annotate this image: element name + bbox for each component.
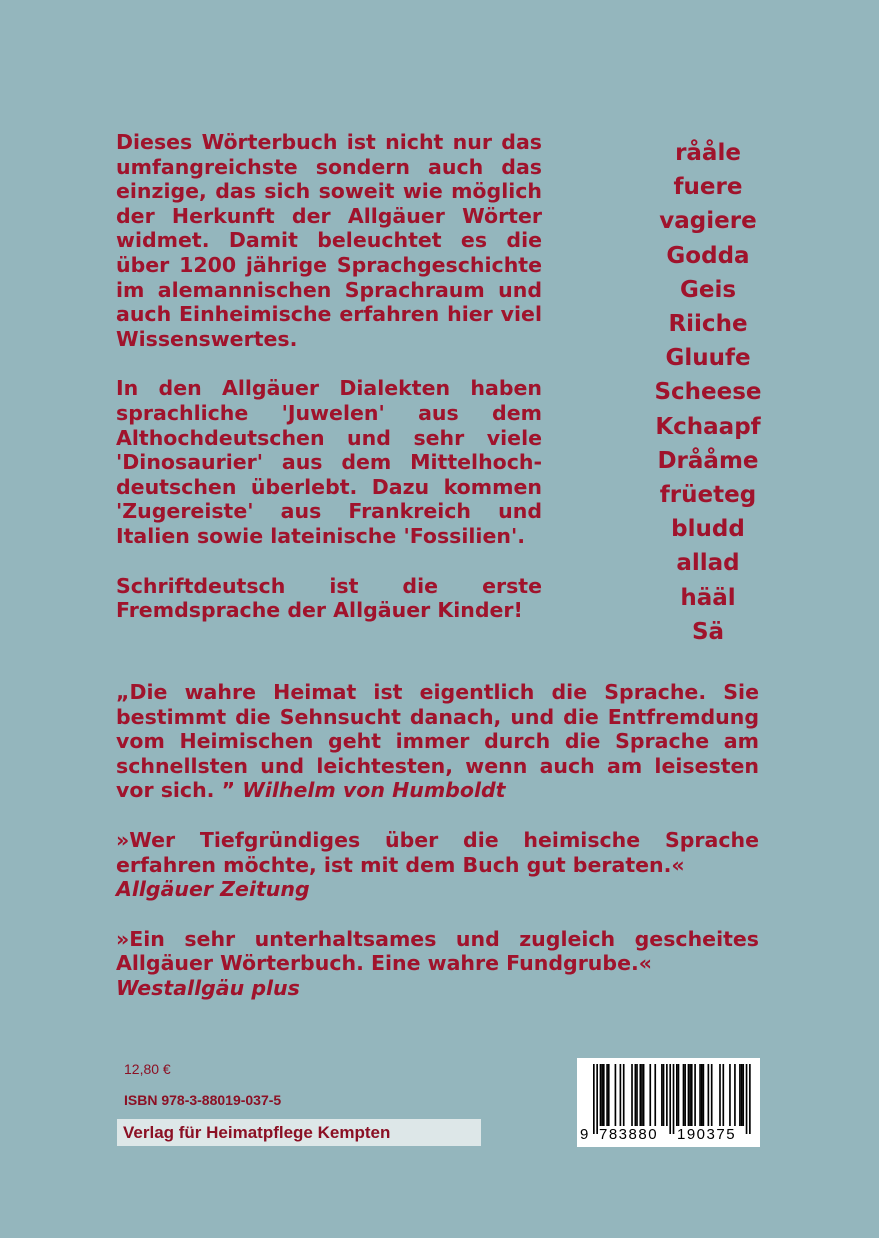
dialect-word: Riiche [668,311,748,338]
intro-text [116,130,542,648]
barcode-bar [691,1064,693,1126]
quote-source: Wilhelm von Humboldt [242,778,506,803]
barcode-bar [601,1064,603,1126]
intro-paragraph-1: Dieses Wörterbuch ist nicht nur das umfangreichste sondern auch das einzige, das sich soweit wie möglich der Herkunft der Allgäuer Wörter widmet. Damit beleuchtet es die über 1200 jährige Sprachgeschichte im alemannischen Sprachraum und auch Einheimische erfahren hier viel Wissenswertes. [116,130,542,351]
barcode-bar [596,1064,598,1134]
barcode-bar [654,1064,656,1126]
barcode-bar [663,1064,665,1126]
barcode-bar [701,1064,703,1126]
barcode-bar [703,1064,705,1126]
quote-humboldt [116,680,759,803]
price: 12,80 € [124,1061,171,1077]
barcode-bar [635,1064,637,1126]
barcode-right-group: 190375 [677,1126,737,1143]
quote-source: Westallgäu plus [116,975,300,1000]
barcode-bar [694,1064,696,1126]
dialect-word: Drååme [657,447,759,474]
dialect-word: hääl [680,584,736,611]
dialect-word: Geis [679,276,737,303]
barcode-bar [603,1064,605,1126]
barcode-left-group: 783880 [599,1126,659,1143]
dialect-word: bludd [671,516,745,543]
dialect-word: Sä [691,618,725,645]
dialect-word: früeteg [659,482,757,509]
intro-paragraph-2: In den Allgäuer Dialekten haben sprachliche 'Juwelen' aus dem Althochdeutschen und sehr viele 'Dinosaurier' aus dem Mittelhoch-deutschen überlebt. Dazu kommen 'Zugereiste' aus Frankreich und Italien sowie lateinische 'Fossilien'. [116,376,542,548]
barcode-bar [608,1064,610,1126]
barcode-bar [673,1064,675,1134]
dialect-word: rååle [675,140,741,166]
barcode-bar [636,1064,638,1126]
barcode-bar [749,1064,751,1134]
barcode-bar [729,1064,731,1126]
dialect-word: Gluufe [665,345,751,372]
quotes-section [116,680,759,1026]
barcode-bar [742,1064,744,1126]
dialect-word: fuere [673,174,743,201]
barcode-bar [666,1064,668,1126]
barcode-bar [615,1064,617,1126]
barcode [577,1058,760,1147]
barcode-bar [606,1064,608,1126]
dialect-word: vagiere [659,208,757,235]
quote-westallgaeu-plus [116,927,759,1001]
barcode-bar [631,1064,633,1126]
dialect-word: Scheese [654,379,762,406]
barcode-bar [639,1064,641,1126]
barcode-bar [661,1064,663,1126]
dialect-word-list [652,136,764,649]
barcode-bar [623,1064,625,1126]
barcode-bar [739,1064,741,1126]
barcode-bar [711,1064,713,1126]
barcode-bar [593,1064,595,1134]
barcode-bar [600,1064,602,1126]
barcode-bar [643,1064,645,1126]
barcode-bar [641,1064,643,1126]
quote-allgaeuer-zeitung [116,828,759,902]
barcode-digits [577,1126,760,1144]
barcode-bar [683,1064,685,1126]
publisher-label: Verlag für Heimatpflege Kempten [117,1119,481,1146]
barcode-bar [741,1064,743,1126]
barcode-bar [678,1064,680,1126]
barcode-bar [722,1064,724,1126]
barcode-bar [719,1064,721,1126]
barcode-bar [684,1064,686,1126]
dialect-word: allad [676,550,740,577]
barcode-bar [689,1064,691,1126]
quote-text: »Wer Tiefgründiges über die heimische Sprache erfahren möchte, ist mit dem Buch gut beraten.« [116,827,759,877]
barcode-bar [746,1064,748,1134]
barcode-bar [676,1064,678,1126]
intro-paragraph-3: Schriftdeutsch ist die erste Fremdsprache der Allgäuer Kinder! [116,573,542,623]
barcode-bar [649,1064,651,1126]
barcode-bar [734,1064,736,1126]
barcode-bar [620,1064,622,1126]
barcode-bar [688,1064,690,1126]
barcode-bar [699,1064,701,1126]
dialect-word: Kchaapf [655,413,761,440]
barcode-bar [708,1064,710,1126]
quote-text: »Ein sehr unterhaltsames und zugleich gescheites Allgäuer Wörterbuch. Eine wahre Fundgrube.« [116,926,759,976]
quote-source: Allgäuer Zeitung [116,877,310,902]
isbn: ISBN 978-3-88019-037-5 [124,1092,282,1108]
quote-text: „Die wahre Heimat ist eigentlich die Sprache. Sie bestimmt die Sehnsucht danach, und die Entfremdung vom Heimischen geht immer durch die Sprache am schnellsten und leichtesten, wenn auch am leisesten vor sich. ” [116,680,759,803]
barcode-bar [669,1064,671,1134]
barcode-first-digit: 9 [580,1126,589,1143]
dialect-word: Godda [666,242,750,269]
